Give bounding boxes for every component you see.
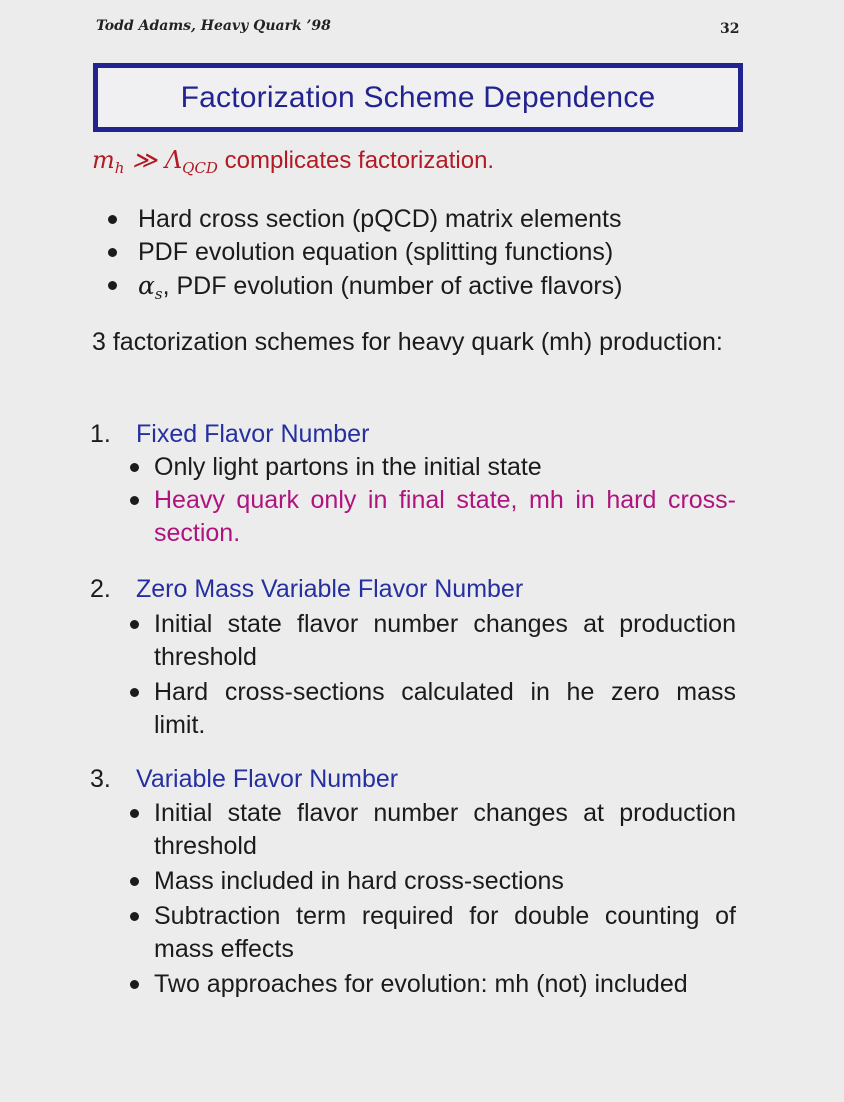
bullet-text: Initial state flavor number changes at production threshold xyxy=(154,610,736,671)
page-title: Factorization Scheme Dependence xyxy=(180,80,656,114)
bullet-icon xyxy=(130,463,139,472)
list-item xyxy=(128,676,736,742)
section-number: 3. xyxy=(90,765,111,793)
section-number: 1. xyxy=(90,420,111,448)
bullet-icon xyxy=(130,912,139,921)
bullet-text: Hard cross section (pQCD) matrix elements xyxy=(138,205,622,233)
list-item xyxy=(128,865,736,898)
list-item xyxy=(128,900,736,966)
bullet-text: PDF evolution equation (splitting functions) xyxy=(138,238,614,266)
intro-line xyxy=(92,146,494,177)
section-heading xyxy=(90,573,523,606)
list-item xyxy=(128,451,736,484)
intro-bullet-list xyxy=(104,203,744,302)
intro-text: complicates factorization. xyxy=(224,147,495,174)
bullet-text: Heavy quark only in final state, mh in hard cross-section. xyxy=(154,486,736,547)
section-2-list xyxy=(128,608,736,742)
bullet-text: Subtraction term required for double counting of mass effects xyxy=(154,902,736,963)
section-name: Fixed Flavor Number xyxy=(136,420,370,448)
list-item xyxy=(128,797,736,863)
bullet-text: Only light partons in the initial state xyxy=(154,453,542,481)
bullet-text: Hard cross-sections calculated in he zero mass limit. xyxy=(154,678,736,739)
page-number: 32 xyxy=(720,21,740,37)
section-name: Variable Flavor Number xyxy=(136,765,399,793)
bullet-icon xyxy=(130,620,139,629)
bullet-icon xyxy=(130,496,139,505)
section-heading xyxy=(90,763,398,796)
title-box xyxy=(93,63,743,132)
bullet-text: Initial state flavor number changes at production threshold xyxy=(154,799,736,860)
list-item xyxy=(104,203,744,236)
bullet-text: Mass included in hard cross-sections xyxy=(154,867,564,895)
header-author: Todd Adams, Heavy Quark ’98 xyxy=(96,18,331,34)
section-3-list xyxy=(128,797,736,1001)
list-item xyxy=(128,484,736,550)
bullet-icon xyxy=(130,980,139,989)
list-item xyxy=(128,968,736,1001)
bullet-text: , PDF evolution (number of active flavors) xyxy=(162,272,623,300)
bullet-icon xyxy=(108,248,117,257)
section-1-list xyxy=(128,451,736,550)
bullet-icon xyxy=(108,281,117,290)
mass-ratio-formula: $m_h$ ≫ $\Lambda_{QCD}$ xyxy=(92,146,218,177)
list-item xyxy=(104,269,744,302)
section-number: 2. xyxy=(90,575,111,603)
bullet-text: Two approaches for evolution: mh (not) included xyxy=(154,970,688,998)
section-heading xyxy=(90,418,369,451)
schemes-intro: 3 factorization schemes for heavy quark (mh) production: xyxy=(92,328,723,356)
list-item xyxy=(128,608,736,674)
bullet-icon xyxy=(130,809,139,818)
alpha-s-symbol: $\alpha_s$ xyxy=(138,271,163,303)
bullet-icon xyxy=(130,688,139,697)
section-name: Zero Mass Variable Flavor Number xyxy=(136,575,524,603)
list-item xyxy=(104,236,744,269)
bullet-icon xyxy=(130,877,139,886)
bullet-icon xyxy=(108,215,117,224)
